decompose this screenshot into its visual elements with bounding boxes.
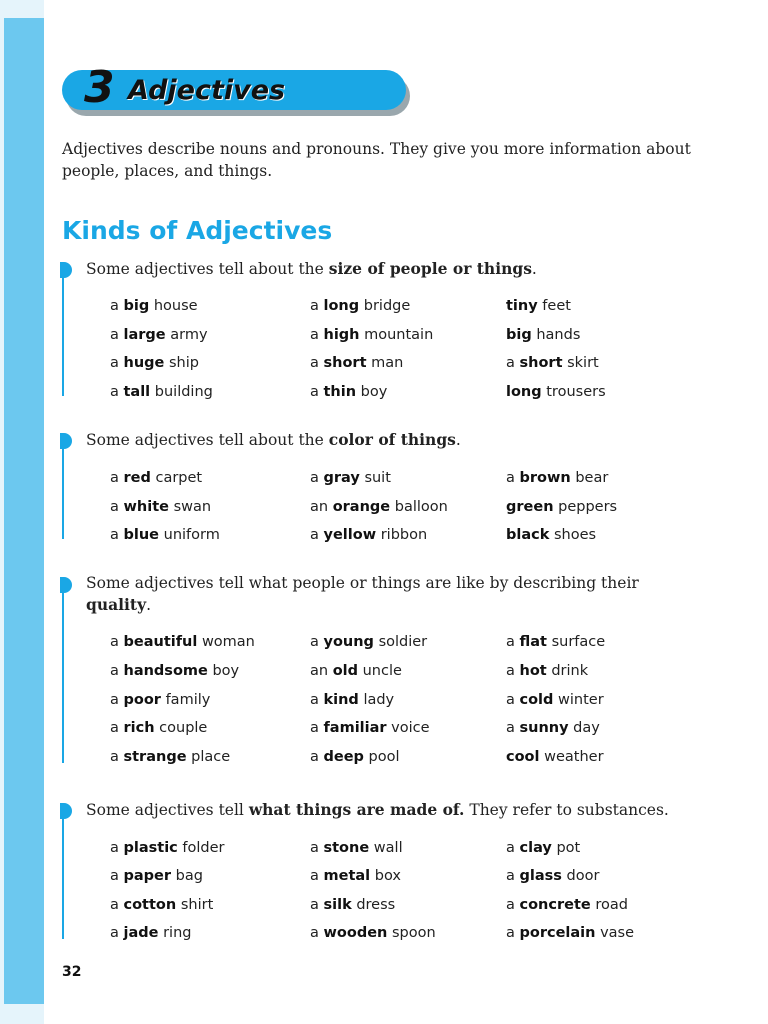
adjective: silk [323,896,352,913]
example-phrase [506,720,600,736]
noun: suit [364,470,391,486]
adjective: green [506,498,554,515]
adjective: short [323,355,367,372]
example-phrase [110,868,203,884]
article: a [310,326,319,343]
adjective: big [123,298,150,314]
adjective: cool [506,749,540,766]
lead-emphasis: color of things [328,430,456,449]
adjective: strange [123,749,187,766]
noun: feet [542,298,571,314]
example-row [110,298,670,320]
noun: mountain [364,326,434,343]
adjective: white [123,498,169,515]
noun: uniform [163,527,220,543]
article: a [110,896,119,913]
example-phrase [506,327,580,343]
article: a [310,527,319,543]
article: a [310,355,319,372]
example-row [110,692,670,714]
adjective: young [323,634,374,650]
noun: ribbon [380,527,428,543]
article: a [506,840,515,856]
article: a [110,868,119,885]
article: a [110,691,119,708]
adjective: stone [323,840,370,856]
article: a [310,470,319,486]
article: a [110,298,119,314]
noun: pool [368,749,400,766]
example-phrase [310,527,427,543]
noun: swan [173,498,212,515]
noun: shoes [553,527,597,543]
example-phrase [506,925,634,941]
page-side-band [0,0,44,1024]
noun: hands [536,326,581,343]
noun: bear [575,470,609,486]
adjective: plastic [123,840,178,856]
adjective: long [323,298,360,314]
article: a [310,868,319,885]
lead-text-end: . [455,431,461,449]
noun: bridge [363,298,411,314]
noun: folder [182,840,225,856]
example-phrase [110,499,211,515]
adjective: old [332,662,358,679]
example-phrase [310,355,403,371]
bullet-marker-icon [60,262,72,278]
noun: vase [600,924,635,941]
adjective: big [506,326,532,343]
article: a [110,384,119,401]
example-phrase [310,692,394,708]
lead-text-end: They refer to substances. [464,801,669,819]
noun: boy [212,662,240,679]
example-phrase [506,298,571,314]
article: a [506,924,515,941]
example-phrase [110,298,198,314]
noun: carpet [155,470,203,486]
article: a [506,634,515,650]
noun: soldier [378,634,428,650]
article: a [310,840,319,856]
example-phrase [110,840,224,856]
example-phrase [310,634,427,650]
noun: weather [544,749,604,766]
adjective: familiar [323,720,387,737]
article: a [310,896,319,913]
noun: shirt [180,896,214,913]
adjective: brown [519,470,571,486]
example-row [110,897,670,919]
example-phrase [506,663,588,679]
example-phrase [310,840,403,856]
example-phrase [110,692,210,708]
noun: skirt [567,355,599,372]
example-phrase [506,634,605,650]
article: a [506,691,515,708]
example-phrase [310,384,387,400]
noun: army [170,326,208,343]
noun: uncle [362,662,402,679]
example-phrase [310,470,391,486]
bullet-marker-icon [60,433,72,449]
article: a [110,840,119,856]
article: a [110,662,119,679]
noun: lady [363,691,395,708]
chapter-title: Adjectives [128,75,286,106]
adjective: cotton [123,896,177,913]
example-phrase [506,692,604,708]
article: a [310,691,319,708]
noun: voice [391,720,430,737]
adjective: paper [123,868,172,885]
noun: bag [175,868,203,885]
adjective: beautiful [123,634,198,650]
noun: pot [556,840,581,856]
example-row [110,384,670,406]
article: an [310,498,329,515]
adjective: tall [123,384,151,401]
article: a [506,720,515,737]
bullet-marker-icon [60,577,72,593]
example-phrase [310,298,410,314]
noun: family [165,691,211,708]
lead-text: Some adjectives tell about the [86,260,329,278]
lead-emphasis: size of people or things [328,259,532,278]
article: a [506,662,515,679]
lead-text: Some adjectives tell [86,801,249,819]
article: a [506,355,515,372]
example-phrase [506,355,599,371]
example-phrase [506,840,580,856]
example-phrase [110,327,208,343]
adjective: orange [332,498,391,515]
example-phrase [110,634,255,650]
example-row [110,634,670,656]
noun: surface [551,634,606,650]
example-row [110,868,670,890]
noun: dress [356,896,396,913]
adjective: jade [123,924,159,941]
example-row [110,663,670,685]
noun: drink [551,662,589,679]
example-row [110,355,670,377]
page-number: 32 [62,964,82,980]
noun: building [154,384,213,401]
noun: balloon [394,498,448,515]
adjective: hot [519,662,547,679]
section-side-rule [62,583,64,763]
example-phrase [506,384,606,400]
adjective: clay [519,840,552,856]
example-phrase [310,720,430,736]
section-lead-text [86,573,706,616]
example-phrase [110,749,230,765]
example-phrase [110,925,191,941]
adjective: sunny [519,720,569,737]
lead-text: Some adjectives tell what people or things are like by describing their [86,574,639,592]
adjective: red [123,470,151,486]
example-phrase [110,663,239,679]
example-row [110,527,670,549]
lead-emphasis: what things are made of. [248,800,465,819]
article: a [110,749,119,766]
example-phrase [310,897,395,913]
article: a [110,924,119,941]
noun: box [374,868,401,885]
noun: wall [373,840,403,856]
lead-text-end: . [531,260,537,278]
adjective: cold [519,691,554,708]
adjective: yellow [323,527,377,543]
adjective: deep [323,749,364,766]
article: a [506,896,515,913]
article: a [110,470,119,486]
article: a [310,634,319,650]
example-phrase [310,868,401,884]
noun: place [191,749,231,766]
adjective: black [506,527,550,543]
noun: couple [159,720,208,737]
example-phrase [110,384,213,400]
example-phrase [506,897,628,913]
lead-text: Some adjectives tell about the [86,431,329,449]
example-row [110,840,670,862]
article: a [110,720,119,737]
article: a [110,634,119,650]
lead-emphasis: quality [86,595,147,614]
adjective: high [323,326,360,343]
article: a [310,720,319,737]
noun: peppers [558,498,618,515]
example-row [110,749,670,771]
page-side-band-stripe [4,18,44,1004]
section-lead-text [86,429,706,451]
example-phrase [506,499,617,515]
example-phrase [110,355,199,371]
adjective: porcelain [519,924,596,941]
section-side-rule [62,809,64,939]
article: an [310,662,329,679]
chapter-banner [62,62,408,114]
noun: ship [168,355,199,372]
article: a [310,749,319,766]
section-lead-text [86,258,706,280]
noun: day [573,720,600,737]
bullet-marker-icon [60,803,72,819]
adjective: concrete [519,896,591,913]
example-row [110,327,670,349]
section-side-rule [62,268,64,396]
chapter-number: 3 [84,62,115,113]
section-heading: Kinds of Adjectives [62,216,333,245]
noun: winter [558,691,604,708]
adjective: metal [323,868,371,885]
noun: ring [163,924,192,941]
lead-text-end: . [146,596,152,614]
adjective: kind [323,691,359,708]
adjective: huge [123,355,165,372]
example-phrase [310,663,402,679]
noun: man [371,355,404,372]
example-phrase [110,470,202,486]
article: a [310,924,319,941]
adjective: flat [519,634,547,650]
example-phrase [310,499,448,515]
adjective: blue [123,527,160,543]
adjective: wooden [323,924,388,941]
section-side-rule [62,439,64,539]
example-row [110,499,670,521]
article: a [310,298,319,314]
adjective: poor [123,691,161,708]
example-phrase [110,720,207,736]
adjective: short [519,355,563,372]
example-phrase [310,925,436,941]
example-phrase [310,327,433,343]
article: a [110,355,119,372]
article: a [110,326,119,343]
example-row [110,470,670,492]
adjective: large [123,326,166,343]
article: a [506,470,515,486]
noun: woman [201,634,255,650]
example-phrase [506,527,596,543]
noun: spoon [391,924,436,941]
example-phrase [110,897,213,913]
intro-paragraph: Adjectives describe nouns and pronouns. They give you more information about people, places, and things. [62,140,691,180]
adjective: thin [323,384,357,401]
adjective: glass [519,868,562,885]
article: a [310,384,319,401]
example-phrase [110,527,220,543]
adjective: gray [323,470,360,486]
example-phrase [506,868,599,884]
article: a [506,868,515,885]
example-phrase [506,470,608,486]
noun: house [153,298,198,314]
example-phrase [506,749,604,765]
noun: boy [360,384,388,401]
noun: road [595,896,628,913]
noun: trousers [546,384,606,401]
noun: door [566,868,600,885]
adjective: handsome [123,662,208,679]
example-row [110,925,670,947]
adjective: tiny [506,298,538,314]
adjective: rich [123,720,155,737]
article: a [110,527,119,543]
example-phrase [310,749,400,765]
adjective: long [506,384,542,401]
section-lead-text [86,799,706,821]
example-row [110,720,670,742]
article: a [110,498,119,515]
